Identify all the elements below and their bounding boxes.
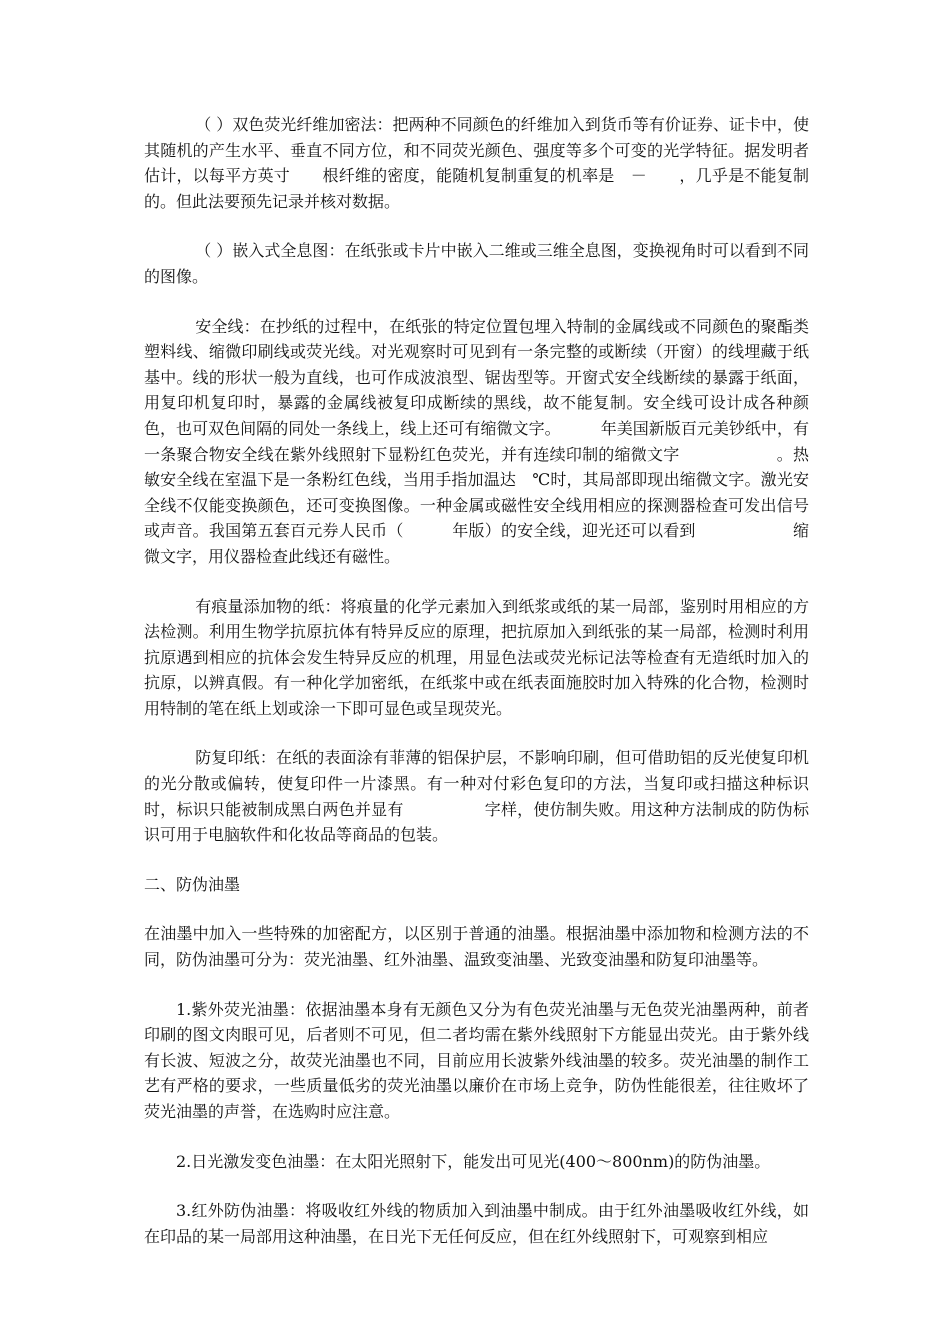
paragraph-anti-copy-paper: 防复印纸：在纸的表面涂有菲薄的铝保护层，不影响印刷，但可借助铝的反光使复印机的光分散或偏转，使复印件一片漆黑。有一种对付彩色复印的方法，当复印或扫描这种标识时，标识只能被制成黑白两色并显有 字样，使仿制失败。用这种方法制成的防伪标识可用于电脑软件和化妆品等商品的包装。: [144, 748, 809, 845]
document-page: [144, 112, 809, 1273]
paragraph-infrared-ink: 3.红外防伪油墨：将吸收红外线的物质加入到油墨中制成。由于红外油墨吸收红外线，如在印品的某一局部用这种油墨，在日光下无任何反应，但在红外线照射下，可观察到相应: [144, 1201, 809, 1246]
paragraph-trace-additive-paper: 有痕量添加物的纸：将痕量的化学元素加入到纸浆或纸的某一局部，鉴别时用相应的方法检测。利用生物学抗原抗体有特异反应的原理，把抗原加入到纸张的某一局部，检测时利用抗原遇到相应的抗体会发生特异反应的机理，用显色法或荧光标记法等检查有无造纸时加入的抗原，以辨真假。有一种化学加密纸，在纸浆中或在纸表面施胶时加入特殊的化合物，检测时用特制的笔在纸上划或涂一下即可显色或呈现荧光。: [144, 596, 809, 718]
paragraph-uv-fluorescent-ink: 1.紫外荧光油墨：依据油墨本身有无颜色又分为有色荧光油墨与无色荧光油墨两种，前者印刷的图文肉眼可见，后者则不可见，但二者均需在紫外线照射下方能显出荧光。由于紫外线有长波、短波之分，故荧光油墨也不同，目前应用长波紫外线油墨的较多。荧光油墨的制作工艺有严格的要求，一些质量低劣的荧光油墨以廉价在市场上竞争，防伪性能很差，往往败坏了荧光油墨的声誉，在选购时应注意。: [144, 999, 809, 1121]
section-heading-security-ink: 二、防伪油墨: [144, 874, 241, 894]
paragraph-dual-color-fiber: （ ）双色荧光纤维加密法：把两种不同颜色的纤维加入到货币等有价证券、证卡中，使其随机的产生水平、垂直不同方位，和不同荧光颜色、强度等多个可变的光学特征。据发明者估计，以每平方英寸 根纤维的密度，能随机复制重复的机率是 － ，几乎是不能复制的。但此法要预先记录并核对数据。: [144, 115, 809, 211]
paragraph-security-thread: 安全线：在抄纸的过程中，在纸张的特定位置包埋入特制的金属线或不同颜色的聚酯类塑料线、缩微印刷线或荧光线。对光观察时可见到有一条完整的或断续（开窗）的线埋藏于纸基中。线的形状一般为直线，也可作成波浪型、锯齿型等。开窗式安全线断续的暴露于纸面，用复印机复印时，暴露的金属线被复印成断续的黑线，故不能复制。安全线可设计成各种颜色，也可双色间隔的同处一条线上，线上还可有缩微文字。 年美国新版百元美钞纸中，有一条聚合物安全线在紫外线照射下显粉红色荧光，并有连续印制的缩微文字 。热敏安全线在室温下是一条粉红色线，当用手指加温达 ℃时，其局部即现出缩微文字。激光安全线不仅能变换颜色，还可变换图像。一种金属或磁性安全线用相应的探测器检查可发出信号或声音。我国第五套百元券人民币（ 年版）的安全线，迎光还可以看到 缩微文字，用仪器检查此线还有磁性。: [144, 316, 809, 566]
paragraph-sunlight-ink: 2.日光激发变色油墨：在太阳光照射下，能发出可见光(400～800nm)的防伪油墨。: [176, 1151, 771, 1171]
paragraph-security-ink-intro: 在油墨中加入一些特殊的加密配方，以区别于普通的油墨。根据油墨中添加物和检测方法的不同，防伪油墨可分为：荧光油墨、红外油墨、温致变油墨、光致变油墨和防复印油墨等。: [144, 924, 809, 970]
paragraph-embedded-hologram: （ ）嵌入式全息图：在纸张或卡片中嵌入二维或三维全息图，变换视角时可以看到不同的图像。: [144, 241, 809, 286]
